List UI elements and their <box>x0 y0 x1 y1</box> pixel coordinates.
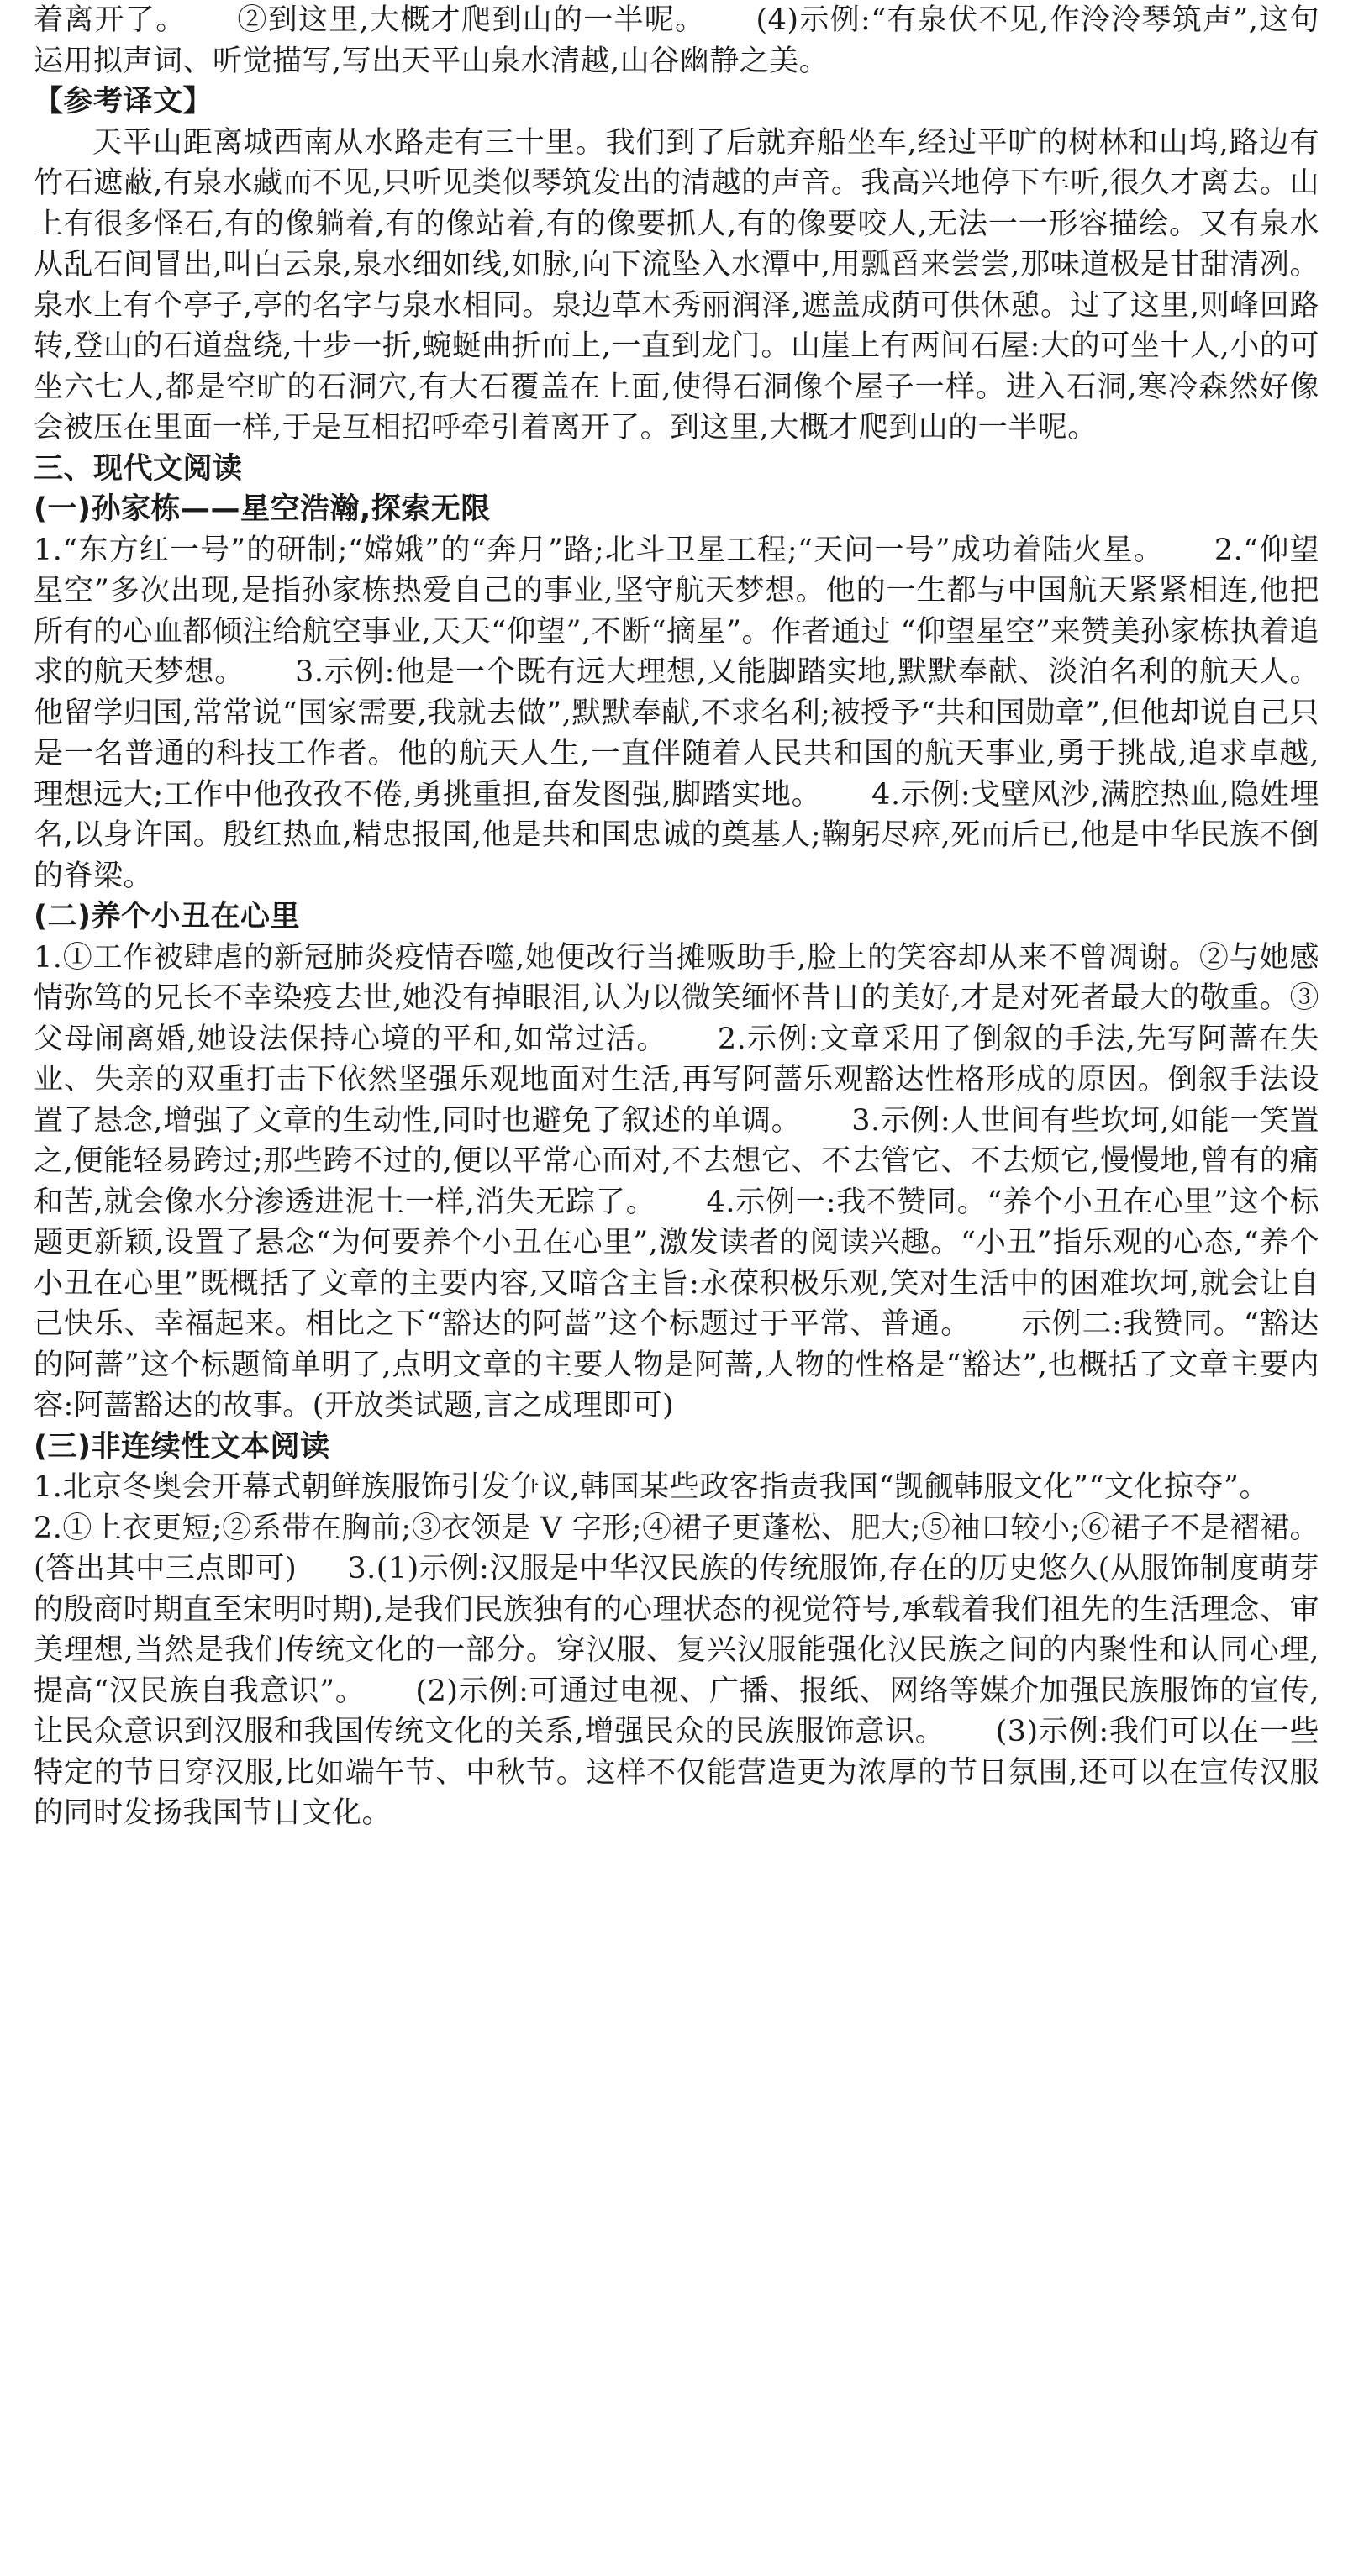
part-1-answers <box>34 530 1319 897</box>
part-1-title: (一)孙家栋——星空浩瀚,探索无限 <box>34 492 491 526</box>
section-3-title: 三、现代文阅读 <box>34 451 243 486</box>
part-3-answers <box>34 1467 1319 1834</box>
part-2-q3: 3.示例:人世间有些坎坷,如能一笑置之,便能轻易跨过;那些跨不过的,便以平常心面对,不去想它、不去管它、不去烦它,慢慢地,曾有的痛和苦,就会像水分渗透进泥土一样,消失无踪了。 <box>34 1103 1319 1219</box>
part-2-q2: 2.示例:文章采用了倒叙的手法,先写阿蔷在失业、失亲的双重打击下依然坚强乐观地面对生活,再写阿蔷乐观豁达性格形成的原因。倒叙手法设置了悬念,增强了文章的生动性,同时也避免了叙述的单调。 <box>34 1022 1319 1138</box>
part-3-q1: 1.北京冬奥会开幕式朝鲜族服饰引发争议,韩国某些政客指责我国“觊觎韩服文化”“文化掠夺”。 <box>34 1470 1269 1504</box>
part-1-q1: 1.“东方红一号”的研制;“嫦娥”的“奔月”路;北斗卫星工程;“天问一号”成功着陆火星。 <box>34 533 1164 567</box>
part-3-q3-3: (3)示例:我们可以在一些特定的节日穿汉服,比如端午节、中秋节。这样不仅能营造更为浓厚的节日氛围,还可以在宣传汉服的同时发扬我国节日文化。 <box>34 1715 1319 1830</box>
part-3-q3-2: (2)示例:可通过电视、广播、报纸、网络等媒介加强民族服饰的宣传,让民众意识到汉服和我国传统文化的关系,增强民众的民族服饰意识。 <box>34 1674 1319 1748</box>
part-3-q2: 2.①上衣更短;②系带在胸前;③衣领是 V 字形;④裙子更蓬松、肥大;⑤袖口较小;⑥裙子不是褶裙。(答出其中三点即可) <box>34 1511 1319 1585</box>
intro-answer-2: ②到这里,大概才爬到山的一半呢。 <box>236 3 706 37</box>
part-1-q4: 4.示例:戈壁风沙,满腔热血,隐姓埋名,以身许国。殷红热血,精忠报国,他是共和国忠诚的奠基人;鞠躬尽瘁,死而后已,他是中华民族不倒的脊梁。 <box>34 777 1319 893</box>
part-2-q4-example-2: 示例二:我赞同。“豁达的阿蔷”这个标题简单明了,点明文章的主要人物是阿蔷,人物的性格是“豁达”,也概括了文章主要内容:阿蔷豁达的故事。(开放类试题,言之成理即可) <box>34 1307 1319 1422</box>
part-3-q3-1: 3.(1)示例:汉服是中华汉民族的传统服饰,存在的历史悠久(从服饰制度萌芽的殷商时期直至宋明时期),是我们民族独有的心理状态的视觉符号,承载着我们祖先的生活理念、审美理想,当然是我们传统文化的一部分。穿汉服、复兴汉服能强化汉民族之间的内聚性和认同心理,提高“汉民族自我意识”。 <box>34 1552 1320 1708</box>
part-1-q2: 2.“仰望星空”多次出现,是指孙家栋热爱自己的事业,坚守航天梦想。他的一生都与中国航天紧紧相连,他把所有的心血都倾注给航空事业,天天“仰望”,不断“摘星”。作者通过 “仰望星空”来赞美孙家栋执着追求的航天梦想。 <box>34 533 1319 689</box>
intro-answer-4: (4)示例:“有泉伏不见,作泠泠琴筑声”,这句运用拟声词、听觉描写,写出天平山泉水清越,山谷幽静之美。 <box>34 3 1319 78</box>
reference-translation-heading: 【参考译文】 <box>34 85 213 118</box>
part-2-q4-example-1: 4.示例一:我不赞同。“养个小丑在心里”这个标题更新颖,设置了悬念“为何要养个小丑在心里”,激发读者的阅读兴趣。“小丑”指乐观的心态,“养个小丑在心里”既概括了文章的主要内容,又暗含主旨:永葆积极乐观,笑对生活中的困难坎坷,就会让自己快乐、幸福起来。相比之下“豁达的阿蔷”这个标题过于平常、普通。 <box>34 1185 1319 1341</box>
part-2-title: (二)养个小丑在心里 <box>34 900 300 933</box>
intro-text-1: 着离开了。 <box>34 3 187 37</box>
reference-translation-text: 天平山距离城西南从水路走有三十里。我们到了后就弃船坐车,经过平旷的树林和山坞,路边有竹石遮蔽,有泉水藏而不见,只听见类似琴筑发出的清越的声音。我高兴地停下车听,很久才离去。山上有很多怪石,有的像躺着,有的像站着,有的像要抓人,有的像要咬人,无法一一形容描绘。又有泉水从乱石间冒出,叫白云泉,泉水细如线,如脉,向下流坠入水潭中,用瓢舀来尝尝,那味道极是甘甜清冽。泉水上有个亭子,亭的名字与泉水相同。泉边草木秀丽润泽,遮盖成荫可供休憩。过了这里,则峰回路转,登山的石道盘绕,十步一折,蜿蜒曲折而上,一直到龙门。山崖上有两间石屋:大的可坐十人,小的可坐六七人,都是空旷的石洞穴,有大石覆盖在上面,使得石洞像个屋子一样。进入石洞,寒冷森然好像会被压在里面一样,于是互相招呼牵引着离开了。到这里,大概才爬到山的一半呢。 <box>34 125 1319 444</box>
intro-answers <box>34 0 1319 81</box>
part-1-q3: 3.示例:他是一个既有远大理想,又能脚踏实地,默默奉献、淡泊名利的航天人。他留学归国,常常说“国家需要,我就去做”,默默奉献,不求名利;被授予“共和国勋章”,但他却说自己只是一名普通的科技工作者。他的航天人生,一直伴随着人民共和国的航天事业,勇于挑战,追求卓越,理想远大;工作中他孜孜不倦,勇挑重担,奋发图强,脚踏实地。 <box>34 655 1319 812</box>
part-3-title: (三)非连续性文本阅读 <box>34 1429 330 1464</box>
part-2-answers <box>34 938 1319 1427</box>
part-2-q1: 1.①工作被肆虐的新冠肺炎疫情吞噬,她便改行当摊贩助手,脸上的笑容却从来不曾凋谢。②与她感情弥笃的兄长不幸染疫去世,她没有掉眼泪,认为以微笑缅怀昔日的美好,才是对死者最大的敬重。③父母闹离婚,她设法保持心境的平和,如常过活。 <box>34 940 1319 1056</box>
